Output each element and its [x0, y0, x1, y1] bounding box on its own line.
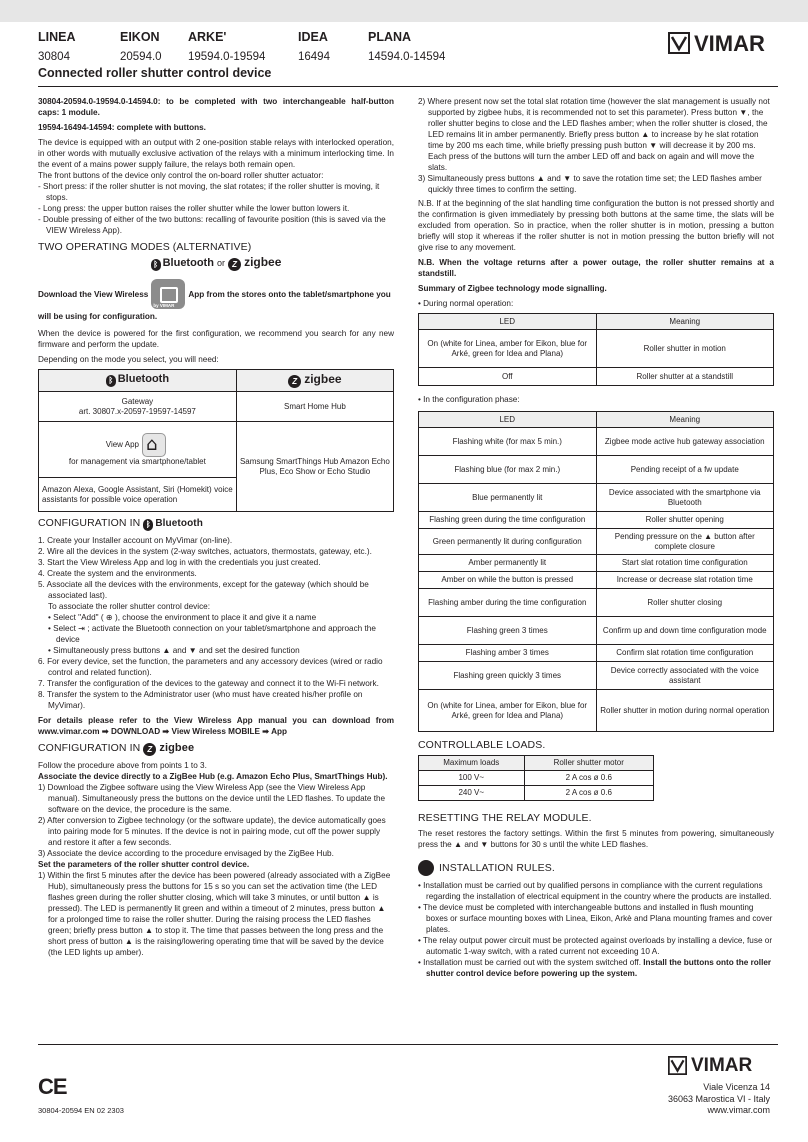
list-item: • Select ⇥ ; activate the Bluetooth connection on your tablet/smartphone and approach the device: [48, 624, 376, 644]
table-row: [419, 786, 654, 801]
list-item: 7. Transfer the configuration of the devices to the gateway and connect it to the Wi-Fi network.: [38, 679, 379, 688]
list-item: 6. For every device, set the function, the parameters and any accessory devices (wired or radio control and related function).: [38, 657, 383, 677]
bluetooth-icon: ᛒ: [151, 259, 161, 271]
table-row: [419, 690, 774, 732]
intro-description: The device is equipped with an output with 2 one-position stable relays with interlocked operation, in other words with mutually exclusive activation of the relays with a minimum interlocking time. In the event of a mains power supply failure, the relays both remain open.: [38, 138, 394, 169]
table-row: [419, 330, 774, 368]
table-cell: Roller shutter in motion: [596, 330, 774, 368]
header-col-plana: [368, 30, 445, 63]
config-phase-table: [418, 411, 774, 732]
list-item: • Installation must be carried out with the system switched off. Install the buttons onto the roller shutter control device before powering up the system.: [418, 958, 772, 978]
loads-heading: CONTROLLABLE LOADS.: [418, 739, 546, 751]
assoc-zigbee: Associate the device directly to a ZigBee Hub (e.g. Amazon Echo Plus, SmartThings Hub).: [38, 772, 388, 781]
requirements-header-zigbee: Z zigbee: [236, 370, 393, 392]
or-label: or: [216, 258, 225, 268]
footer-divider: [38, 1044, 778, 1045]
table-cell: View App⌂ for management via smartphone/tablet: [39, 422, 237, 478]
table-cell: Off: [419, 368, 597, 386]
table-cell: Blue permanently lit: [419, 484, 597, 512]
table-cell: Green permanently lit during configuration: [419, 529, 597, 555]
table-cell: Flashing amber 3 times: [419, 645, 597, 662]
set-params-heading: Set the parameters of the roller shutter control device.: [38, 860, 250, 869]
product-line-name: EIKON: [120, 30, 160, 44]
bluetooth-logo: ᛒ Bluetooth: [151, 257, 214, 269]
header-col-arke: [188, 30, 265, 63]
loads-table: [418, 755, 654, 801]
table-cell: Smart Home Hub: [236, 392, 393, 422]
table-cell: Flashing green during the time configuration: [419, 512, 597, 529]
installer-icon: [418, 860, 434, 876]
table-row: [419, 456, 774, 484]
product-code: 19594.0-19594: [188, 51, 266, 63]
table-cell: 2 A cos ø 0.6: [524, 771, 653, 786]
intro-front-buttons: The front buttons of the device only control the on-board roller shutter actuator:: [38, 171, 324, 180]
list-item: • The device must be completed with interchangeable buttons and installed in flush mounting boxes or surface mounting boxes with Linea, Eikon, Arkè and Plana mounting frames and cover plates.: [418, 903, 773, 934]
company-address: [668, 1082, 770, 1117]
table-cell: 2 A cos ø 0.6: [524, 786, 653, 801]
vimar-logo-mark-icon: [668, 1056, 687, 1075]
list-item: • Select "Add" ( ⊕ ), choose the environment to place it and give it a name: [48, 613, 317, 622]
address-line: Viale Vicenza 14: [703, 1082, 770, 1092]
table-cell: Device associated with the smartphone via Bluetooth: [596, 484, 774, 512]
normal-op-label: • During normal operation:: [418, 299, 514, 308]
app-brand-label: by VIMAR: [153, 303, 175, 308]
list-item: • The relay output power circuit must be protected against overloads by installing a device, fuse or automatic 1-way switch, with a rated current not exceeding 10 A.: [418, 936, 773, 956]
table-cell: Roller shutter at a standstill: [596, 368, 774, 386]
table-cell: Roller shutter opening: [596, 512, 774, 529]
address-line: 36063 Marostica VI - Italy: [667, 1093, 770, 1104]
first-config-note: When the device is powered for the first configuration, we recommend you search for any new firmware and perform the update.: [38, 329, 394, 349]
table-row: [419, 512, 774, 529]
zigbee-icon: Z: [228, 258, 241, 271]
table-cell: Start slat rotation time configuration: [596, 555, 774, 572]
bluetooth-icon: ᛒ: [143, 519, 153, 531]
header-divider: [38, 86, 778, 87]
table-cell: Confirm slat rotation time configuration: [596, 645, 774, 662]
config-zigbee-heading: CONFIGURATION IN Z zigbee: [38, 742, 195, 754]
table-header: Meaning: [596, 314, 774, 330]
table-cell: Roller shutter closing: [596, 589, 774, 617]
table-row: [419, 428, 774, 456]
product-code: 30804: [38, 51, 70, 63]
table-row: [419, 771, 654, 786]
requirements-table: [38, 369, 394, 512]
list-item: - Double pressing of either of the two buttons: recalling of favourite position (this is saved via the VIEW Wireless App).: [38, 215, 386, 235]
header-col-linea: [38, 30, 76, 63]
vimar-logo-mark-icon: [668, 32, 690, 54]
nb-power-note: N.B. When the voltage returns after a power outage, the roller shutter remains at a standstill.: [418, 258, 774, 278]
zigbee-icon: Z: [288, 375, 301, 388]
table-cell: Roller shutter in motion during normal operation: [596, 690, 774, 732]
table-header: Roller shutter motor: [524, 756, 653, 771]
nb-slat-note: N.B. If at the beginning of the slat handling time configuration the button is not pressed shortly and the confirmation is given immediately by pressing both buttons at the same time, the slats will be excluded from operation. So in practice, when the roller shutter is in motion, pressing a button briefly will stop it whereas if the roller shutter is not in motion pressing the button briefly will not give rise to any movement.: [418, 199, 774, 252]
list-item: • Simultaneously press buttons ▲ and ▼ and set the desired function: [48, 646, 300, 655]
button-behaviour-list: [38, 181, 394, 236]
table-row: [419, 368, 774, 386]
reset-text: The reset restores the factory settings. Within the first 5 minutes from powering, simultaneously press the ▲ and ▼ buttons for 30 s until the white LED flashes.: [418, 829, 774, 849]
download-text-b: will be using for configuration.: [38, 312, 158, 321]
list-item: • Installation must be carried out by qualified persons in compliance with the current regulations regarding the installation of electrical equipment in the country where the products are installed.: [418, 881, 772, 901]
header-col-idea: [298, 30, 330, 63]
table-cell: Pending receipt of a fw update: [596, 456, 774, 484]
product-code: 20594.0: [120, 51, 162, 63]
table-cell: Flashing amber during the time configuration: [419, 589, 597, 617]
table-cell: Flashing blue (for max 2 min.): [419, 456, 597, 484]
list-item: - Short press: if the roller shutter is not moving, the slat rotates; if the roller shutter is moving, it stops.: [38, 182, 380, 202]
table-cell: Pending pressure on the ▲ button after complete closure: [596, 529, 774, 555]
table-row: [419, 555, 774, 572]
bluetooth-steps-continued: [38, 656, 394, 711]
details-note: For details please refer to the View Wireless App manual you can download from www.vimar.com ➡ DOWNLOAD ➡ View Wireless MOBILE ➡ App: [38, 716, 394, 736]
top-gray-band: [0, 0, 808, 22]
table-cell: Amber permanently lit: [419, 555, 597, 572]
product-code: 14594.0-14594: [368, 51, 446, 63]
param-steps-continued: [418, 96, 774, 195]
list-item: 2) After conversion to Zigbee technology (or the software update), the device automatically goes into pairing mode for 5 minutes. If the device is not in pairing mode, cut off the power supply and restore it after a few seconds.: [38, 816, 386, 847]
table-cell: Device correctly associated with the voice assistant: [596, 662, 774, 690]
assoc-title: To associate the roller shutter control device:: [48, 602, 211, 611]
bluetooth-icon: ᛒ: [106, 375, 116, 387]
list-item: - Long press: the upper button raises the roller shutter while the lower button lowers it.: [38, 204, 350, 213]
list-item: 3. Start the View Wireless App and log in with the credentials you just created.: [38, 558, 321, 567]
technology-logos: [38, 257, 394, 271]
ce-mark: CE: [38, 1074, 67, 1099]
zigbee-steps: [38, 782, 394, 859]
table-cell: On (white for Linea, amber for Eikon, blue for Arké, green for Idea and Plana): [419, 690, 597, 732]
table-header: LED: [419, 314, 597, 330]
list-item: 5. Associate all the devices with the environments, except for the gateway (which should be associated last).: [38, 580, 369, 600]
config-bluetooth-heading: CONFIGURATION IN ᛒ Bluetooth: [38, 517, 203, 529]
normal-operation-table: [418, 313, 774, 386]
param-steps: [38, 870, 394, 958]
list-item: 3) Simultaneously press buttons ▲ and ▼ to save the rotation time set; the LED flashes amber quickly three times to confirm the setting.: [418, 174, 762, 194]
list-item: 4. Create the system and the environments.: [38, 569, 197, 578]
table-header: Maximum loads: [419, 756, 525, 771]
vimar-logo: [668, 30, 772, 60]
vimar-logo-text: VIMAR: [691, 1055, 753, 1076]
website-link: www.vimar.com: [707, 1105, 770, 1115]
download-text-b-part: App from the stores onto the tablet/smartphone you: [188, 289, 391, 299]
table-cell: Amazon Alexa, Google Assistant, Siri (Homekit) voice assistants for possible voice operation: [39, 478, 237, 512]
depending-note: Depending on the mode you select, you will need:: [38, 355, 219, 364]
modes-heading: TWO OPERATING MODES (ALTERNATIVE): [38, 241, 252, 253]
intro-modules: 30804-20594.0-19594.0-14594.0: to be completed with two interchangeable half-button caps: 1 module.: [38, 97, 394, 117]
table-cell: Confirm up and down time configuration mode: [596, 617, 774, 645]
bluetooth-steps: [38, 535, 394, 601]
product-header: [38, 30, 778, 86]
table-cell: Flashing green quickly 3 times: [419, 662, 597, 690]
list-item: 1. Create your Installer account on MyVimar (on-line).: [38, 536, 233, 545]
product-line-name: ARKE': [188, 30, 227, 44]
intro-complete: 19594-16494-14594: complete with buttons.: [38, 123, 206, 132]
list-item: 2) Where present now set the total slat rotation time (however the slat management is usually not supported by zigbee hubs, it is recommended not to set this parameter). Press button ▼, the roller shutter begins to close and the LED flashes amber; when the roller shutter is closed, the LED remains lit in amber permanently. Briefly press button ▲ to increase by he slat rotation time by 200 ms each time, while briefly pressing push button ▼ will decrease it by 200 ms. Each press of the buttons will turn the amber LED off and back on again and will move the slats.: [418, 97, 770, 172]
vimar-footer-logo: [668, 1055, 772, 1079]
table-row: [419, 662, 774, 690]
table-cell: 100 V~: [419, 771, 525, 786]
table-row: [419, 484, 774, 512]
table-cell: Amber on while the button is pressed: [419, 572, 597, 589]
reset-heading: RESETTING THE RELAY MODULE.: [418, 812, 592, 824]
table-cell: Samsung SmartThings Hub Amazon Echo Plus, Eco Show or Echo Studio: [236, 422, 393, 512]
document-code: 30804-20594 EN 02 2303: [38, 1106, 124, 1115]
table-row: [419, 589, 774, 617]
header-col-eikon: [120, 30, 162, 63]
table-row: [419, 645, 774, 662]
right-column: [418, 96, 774, 979]
zigbee-icon: Z: [143, 743, 156, 756]
table-cell: Flashing white (for max 5 min.): [419, 428, 597, 456]
requirements-header-bluetooth: ᛒ Bluetooth: [39, 370, 237, 392]
follow-note: Follow the procedure above from points 1 to 3.: [38, 761, 207, 770]
signalling-summary: Summary of Zigbee technology mode signalling.: [418, 284, 607, 293]
table-header: LED: [419, 412, 597, 428]
list-item: 1) Download the Zigbee software using the View Wireless App (see the View Wireless App manual). Simultaneously press the buttons on the device until the LED flashes. To update the software on the device, the procedure is the same.: [38, 783, 386, 814]
list-item: 1) Within the first 5 minutes after the device has been powered (already associated with a ZigBee Hub), simultaneously press the buttons for 15 s so you can set the activation time (the LED flashes green during the roller shutter closing, which will take 3 minutes, or until button ▲ is pressed). The LED is permanently lit green and within a timeout of 2 minutes, press button ▲ for a prolonged time to raise the roller shutter. During the raising process the LED flashes green; briefly press button ▲ to stop it. The time that passes between the long press and the short press of button ▲ is the raising/lowering operating time that will be saved by the device (the LED lights up amber).: [38, 871, 391, 957]
download-text-a: Download the View Wireless: [38, 289, 149, 299]
view-wireless-app-icon: [151, 279, 185, 309]
vimar-logo-text: VIMAR: [694, 31, 765, 56]
zigbee-logo: Z zigbee: [228, 255, 281, 269]
table-cell: Gateway art. 30807.x-20597-19597-14597: [39, 392, 237, 422]
table-header: Meaning: [596, 412, 774, 428]
list-item: 3) Associate the device according to the procedure envisaged by the ZigBee Hub.: [38, 849, 334, 858]
download-app-row: [38, 279, 394, 309]
product-line-name: PLANA: [368, 30, 412, 44]
config-phase-label: • In the configuration phase:: [418, 395, 520, 404]
list-item: 8. Transfer the system to the Administrator user (who must have created his/her profile on MyVimar).: [38, 690, 363, 710]
list-item: 2. Wire all the devices in the system (2-way switches, actuators, thermostats, gateway, etc.).: [38, 547, 372, 556]
document-title: Connected roller shutter control device: [38, 66, 272, 80]
table-row: [419, 572, 774, 589]
product-line-name: LINEA: [38, 30, 76, 44]
table-cell: Flashing green 3 times: [419, 617, 597, 645]
table-cell: On (white for Linea, amber for Eikon, blue for Arké, green for Idea and Plana): [419, 330, 597, 368]
home-app-icon: [142, 433, 166, 457]
table-cell: 240 V~: [419, 786, 525, 801]
product-line-name: IDEA: [298, 30, 328, 44]
install-rules-list: [418, 880, 774, 979]
table-cell: Zigbee mode active hub gateway association: [596, 428, 774, 456]
table-row: [419, 529, 774, 555]
left-column: [38, 96, 394, 958]
product-code: 16494: [298, 51, 330, 63]
table-row: [419, 617, 774, 645]
install-heading: INSTALLATION RULES.: [418, 860, 774, 876]
table-cell: Increase or decrease slat rotation time: [596, 572, 774, 589]
